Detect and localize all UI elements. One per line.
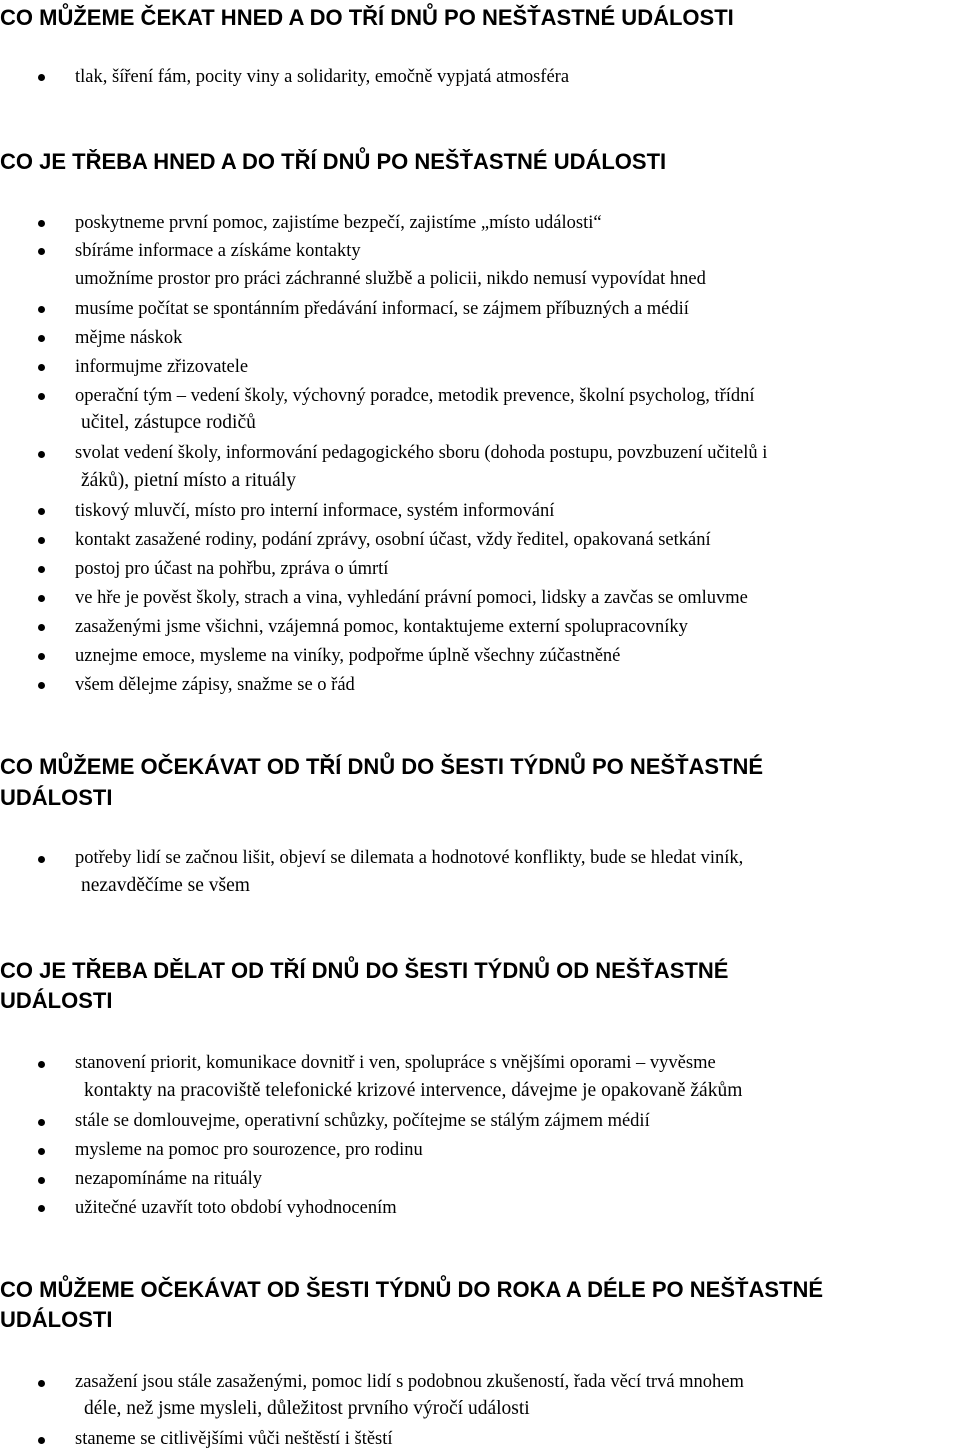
list-item: staneme se citlivějšími vůči neštěstí i štěstí — [75, 1429, 393, 1449]
section-heading: CO MŮŽEME OČEKÁVAT OD TŘÍ DNŮ DO ŠESTI TÝDNŮ PO NEŠŤASTNÉ — [0, 754, 764, 779]
list-item: potřeby lidí se začnou lišit, objeví se dilemata a hodnotové konflikty, bude se hledat viník, — [75, 848, 744, 868]
bullet-icon — [38, 1205, 45, 1212]
bullet-icon — [38, 595, 45, 602]
bullet-icon — [38, 364, 45, 371]
section-heading: CO JE TŘEBA HNED A DO TŘÍ DNŮ PO NEŠŤASTNÉ UDÁLOSTI — [0, 149, 667, 174]
list-item: stále se domlouvejme, operativní schůzky, počítejme se stálým zájmem médií — [75, 1111, 650, 1131]
bullet-icon — [38, 248, 45, 255]
list-item: zasaženými jsme všichni, vzájemná pomoc, kontaktujeme externí spolupracovníky — [75, 617, 688, 637]
bullet-icon — [38, 1061, 45, 1068]
bullet-icon — [38, 856, 45, 863]
list-item-continuation: kontakty na pracoviště telefonické krizové intervence, dávejme je opakovaně žákům — [84, 1080, 743, 1101]
list-item: tiskový mluvčí, místo pro interní informace, systém informování — [75, 501, 555, 521]
bullet-icon — [38, 1119, 45, 1126]
bullet-icon — [38, 393, 45, 400]
section-heading-continuation: UDÁLOSTI — [0, 1307, 113, 1332]
list-item-continuation: učitel, zástupce rodičů — [81, 412, 256, 433]
bullet-icon — [38, 682, 45, 689]
bullet-icon — [38, 624, 45, 631]
list-item: poskytneme první pomoc, zajistíme bezpečí, zajistíme „místo události“ — [75, 213, 602, 233]
list-item: zasažení jsou stále zasaženými, pomoc lidí s podobnou zkušeností, řada věcí trvá mnohem — [75, 1372, 744, 1392]
bullet-icon — [38, 74, 45, 81]
list-item-continuation: nezavděčíme se všem — [81, 875, 250, 896]
bullet-icon — [38, 1177, 45, 1184]
list-item: nezapomínáme na rituály — [75, 1169, 262, 1189]
list-item: užitečné uzavřít toto období vyhodnocením — [75, 1198, 397, 1218]
bullet-icon — [38, 1380, 45, 1387]
bullet-icon — [38, 1148, 45, 1155]
list-item: svolat vedení školy, informování pedagogického sboru (dohoda postupu, povzbuzení učitelů i — [75, 443, 768, 463]
section-heading-continuation: UDÁLOSTI — [0, 988, 113, 1013]
list-item: uznejme emoce, mysleme na viníky, podpořme úplně všechny zúčastněné — [75, 646, 621, 666]
bullet-icon — [38, 653, 45, 660]
section-heading: CO MŮŽEME ČEKAT HNED A DO TŘÍ DNŮ PO NEŠŤASTNÉ UDÁLOSTI — [0, 5, 734, 30]
bullet-icon — [38, 335, 45, 342]
list-item: postoj pro účast na pohřbu, zpráva o úmrtí — [75, 559, 389, 579]
bullet-icon — [38, 1437, 45, 1444]
list-item: mějme náskok — [75, 328, 183, 348]
bullet-icon — [38, 537, 45, 544]
bullet-icon — [38, 451, 45, 458]
list-item-continuation: žáků), pietní místo a rituály — [81, 470, 296, 491]
list-item: mysleme na pomoc pro sourozence, pro rodinu — [75, 1140, 423, 1160]
list-item: ve hře je pověst školy, strach a vina, vyhledání právní pomoci, lidsky a zavčas se omluvme — [75, 588, 748, 608]
list-item: musíme počítat se spontánním předávání informací, se zájmem příbuzných a médií — [75, 299, 689, 319]
bullet-icon — [38, 508, 45, 515]
section-heading-continuation: UDÁLOSTI — [0, 785, 113, 810]
section-heading: CO MŮŽEME OČEKÁVAT OD ŠESTI TÝDNŮ DO ROKA A DÉLE PO NEŠŤASTNÉ — [0, 1277, 824, 1302]
bullet-icon — [38, 220, 45, 227]
list-item: sbíráme informace a získáme kontakty — [75, 241, 361, 261]
list-item: informujme zřizovatele — [75, 357, 249, 377]
list-item-continuation: déle, než jsme mysleli, důležitost prvního výročí události — [84, 1398, 530, 1419]
list-item: všem dělejme zápisy, snažme se o řád — [75, 675, 355, 695]
bullet-icon — [38, 306, 45, 313]
list-item: tlak, šíření fám, pocity viny a solidarity, emočně vypjatá atmosféra — [75, 67, 570, 87]
list-item: umožníme prostor pro práci záchranné službě a policii, nikdo nemusí vypovídat hned — [75, 269, 706, 289]
bullet-icon — [38, 566, 45, 573]
list-item: stanovení priorit, komunikace dovnitř i ven, spolupráce s vnějšími oporami – vyvěsme — [75, 1053, 716, 1073]
list-item: operační tým – vedení školy, výchovný poradce, metodik prevence, školní psycholog, třídní — [75, 386, 755, 406]
section-heading: CO JE TŘEBA DĚLAT OD TŘÍ DNŮ DO ŠESTI TÝDNŮ OD NEŠŤASTNÉ — [0, 958, 729, 983]
list-item: kontakt zasažené rodiny, podání zprávy, osobní účast, vždy ředitel, opakovaná setkání — [75, 530, 711, 550]
